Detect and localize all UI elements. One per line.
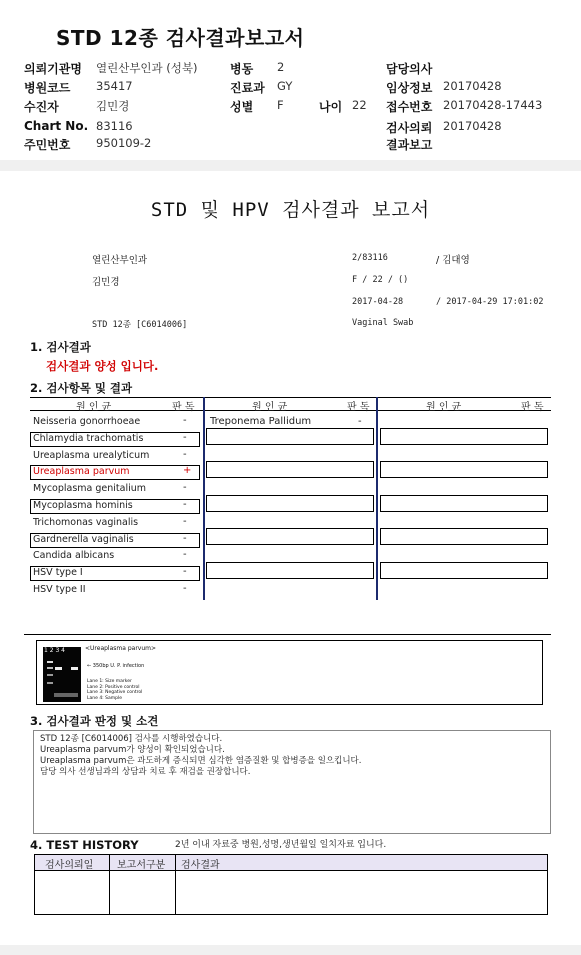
organism-name: HSV type II: [33, 584, 86, 595]
label-clinical-info: 임상정보: [386, 81, 433, 95]
col3-judge-header: 판 독: [521, 402, 544, 413]
gel-image: [43, 647, 81, 702]
section4-heading: 4. TEST HISTORY: [30, 838, 139, 852]
gel-primer-dimer: [54, 693, 78, 697]
section1-heading: 1. 검사결과: [30, 340, 91, 354]
organism-name: Mycoplasma genitalium: [33, 483, 147, 495]
gel-band-marker-3: [47, 674, 53, 676]
label-receipt-no: 접수번호: [386, 100, 433, 114]
value-id-no: 950109-2: [96, 136, 152, 150]
gel-legend-item: Lane 3: Negative control: [87, 690, 143, 695]
header-title: STD 12종 검사결과보고서: [56, 26, 305, 50]
label-report-date: 결과보고: [386, 138, 433, 152]
history-col-divider-1: [109, 855, 110, 914]
organism-judge: +: [183, 465, 192, 477]
history-col-divider-2: [175, 855, 176, 914]
value-patient: 김민경: [96, 99, 130, 113]
opinion-line: Ureaplasma parvum은 과도하게 증식되면 심각한 염증질환 및 합병증을 일으킵니다.: [40, 756, 362, 766]
organism-judge: -: [183, 583, 187, 594]
report-hospital: 열린산부인과: [92, 255, 148, 266]
report-date-reported: / 2017-04-29 17:01:02: [436, 297, 544, 307]
col2-empty-box: [206, 495, 374, 512]
label-age: 나이: [319, 100, 343, 114]
label-id-no: 주민번호: [24, 138, 71, 152]
history-header-row: [35, 855, 547, 871]
history-col-request-date: 검사의뢰일: [45, 860, 94, 871]
value-requesting-org: 열린산부인과 (성북): [96, 61, 198, 75]
label-doctor: 담당의사: [386, 62, 433, 76]
opinion-box: [33, 730, 551, 834]
organism-judge: -: [183, 566, 187, 578]
label-ward: 병동: [230, 62, 254, 76]
report-specimen: Vaginal Swab: [352, 318, 414, 328]
col2-empty-box: [206, 562, 374, 579]
col3-empty-box: [380, 528, 548, 545]
section3-heading: 3. 검사결과 판정 및 소견: [30, 714, 159, 728]
section2-heading: 2. 검사항목 및 결과: [30, 381, 133, 395]
gel-band-label: ← 350bp U. P. infection: [87, 663, 145, 669]
col2-empty-box: [206, 428, 374, 445]
section1-result: 검사결과 양성 입니다.: [46, 359, 159, 373]
opinion-line: STD 12종 [C6014006] 검사를 시행하였습니다.: [40, 734, 223, 744]
organism-name: Ureaplasma parvum: [33, 466, 130, 478]
col-divider-2: [376, 397, 378, 600]
organism-name: HSV type I: [33, 567, 83, 579]
section4-note: 2년 이내 자료중 병원,성명,생년월일 일치자료 입니다.: [175, 840, 387, 850]
history-col-report-type: 보고서구분: [117, 860, 166, 871]
gel-title: <Ureaplasma parvum>: [85, 645, 157, 652]
organism-judge: -: [183, 549, 187, 561]
gel-band-positive: [55, 667, 62, 670]
col2-empty-box: [206, 528, 374, 545]
col2-empty-box: [206, 461, 374, 478]
col3-empty-box: [380, 562, 548, 579]
value-hospital-code: 35417: [96, 79, 133, 93]
value-sex: F: [277, 98, 284, 112]
organism-name: Gardnerella vaginalis: [33, 533, 134, 545]
organism-judge: -: [183, 499, 187, 510]
gel-legend-item: Lane 1: Size marker: [87, 679, 132, 684]
report-sex-age: F / 22 / (): [352, 275, 409, 285]
opinion-line: Ureaplasma parvum가 양성이 확인되었습니다.: [40, 745, 225, 755]
col-divider-1: [203, 397, 205, 600]
col2-item-name: Treponema Pallidum: [210, 416, 312, 427]
organism-judge: -: [183, 415, 187, 426]
col1-organism-header: 원 인 균: [76, 402, 112, 413]
col2-organism-header: 원 인 균: [252, 402, 288, 413]
label-hospital-code: 병원코드: [24, 81, 71, 95]
organism-name: Ureaplasma urealyticum: [33, 449, 150, 461]
organism-name: Trichomonas vaginalis: [33, 516, 139, 528]
label-chart-no: Chart No.: [24, 119, 89, 133]
organism-name: Chlamydia trachomatis: [33, 432, 144, 444]
label-request-date: 검사의뢰: [386, 121, 433, 135]
col1-judge-header: 판 독: [172, 402, 195, 413]
opinion-line: 담당 의사 선생님과의 상담과 치료 후 재검을 권장합니다.: [40, 767, 251, 777]
organism-name: Neisseria gonorrhoeae: [33, 416, 141, 427]
col2-judge-header: 판 독: [347, 402, 370, 413]
gel-band-marker-2: [47, 667, 53, 669]
col2-item-mark: -: [358, 416, 362, 427]
value-request-date: 20170428: [443, 119, 502, 133]
gel-panel: [36, 640, 543, 705]
gel-lane-numbers: 1 2 3 4: [44, 647, 65, 654]
organism-judge: -: [183, 532, 187, 544]
label-patient: 수진자: [24, 100, 59, 114]
organism-judge: -: [183, 515, 187, 527]
gel-legend-item: Lane 4: Sample: [87, 695, 122, 701]
report-date-received: 2017-04-28: [352, 297, 404, 307]
gel-top-line: [24, 634, 551, 635]
gel-legend: [87, 679, 142, 701]
value-receipt-no: 20170428-17443: [443, 98, 543, 112]
organism-name: Mycoplasma hominis: [33, 500, 133, 511]
value-department: GY: [277, 79, 293, 93]
history-col-result: 검사결과: [181, 860, 220, 871]
organism-judge: -: [183, 448, 187, 460]
report-title: STD 및 HPV 검사결과 보고서: [150, 199, 431, 221]
value-clinical-info: 20170428: [443, 79, 502, 93]
label-requesting-org: 의뢰기관명: [24, 62, 82, 76]
value-chart-no: 83116: [96, 119, 133, 133]
gel-band-marker-4: [47, 682, 53, 684]
gel-band-sample: [71, 667, 78, 670]
col3-organism-header: 원 인 균: [426, 402, 462, 413]
report-test-name: STD 12종 [C6014006]: [92, 320, 188, 330]
gel-legend-item: Lane 2: Positive control: [87, 684, 140, 690]
gel-band-marker-1: [47, 661, 53, 663]
history-table: [34, 854, 548, 915]
organism-name: Candida albicans: [33, 550, 115, 562]
organism-judge: -: [183, 482, 187, 494]
organism-judge: -: [183, 431, 187, 443]
value-age: 22: [352, 98, 367, 112]
label-sex: 성별: [230, 100, 254, 114]
value-ward: 2: [277, 60, 285, 74]
report-patient: 김민경: [92, 277, 120, 288]
label-department: 진료과: [230, 81, 265, 95]
report-chart-no: 2/83116: [352, 253, 388, 263]
col3-empty-box: [380, 495, 548, 512]
col3-empty-box: [380, 461, 548, 478]
report-doctor: / 김대영: [436, 255, 470, 266]
